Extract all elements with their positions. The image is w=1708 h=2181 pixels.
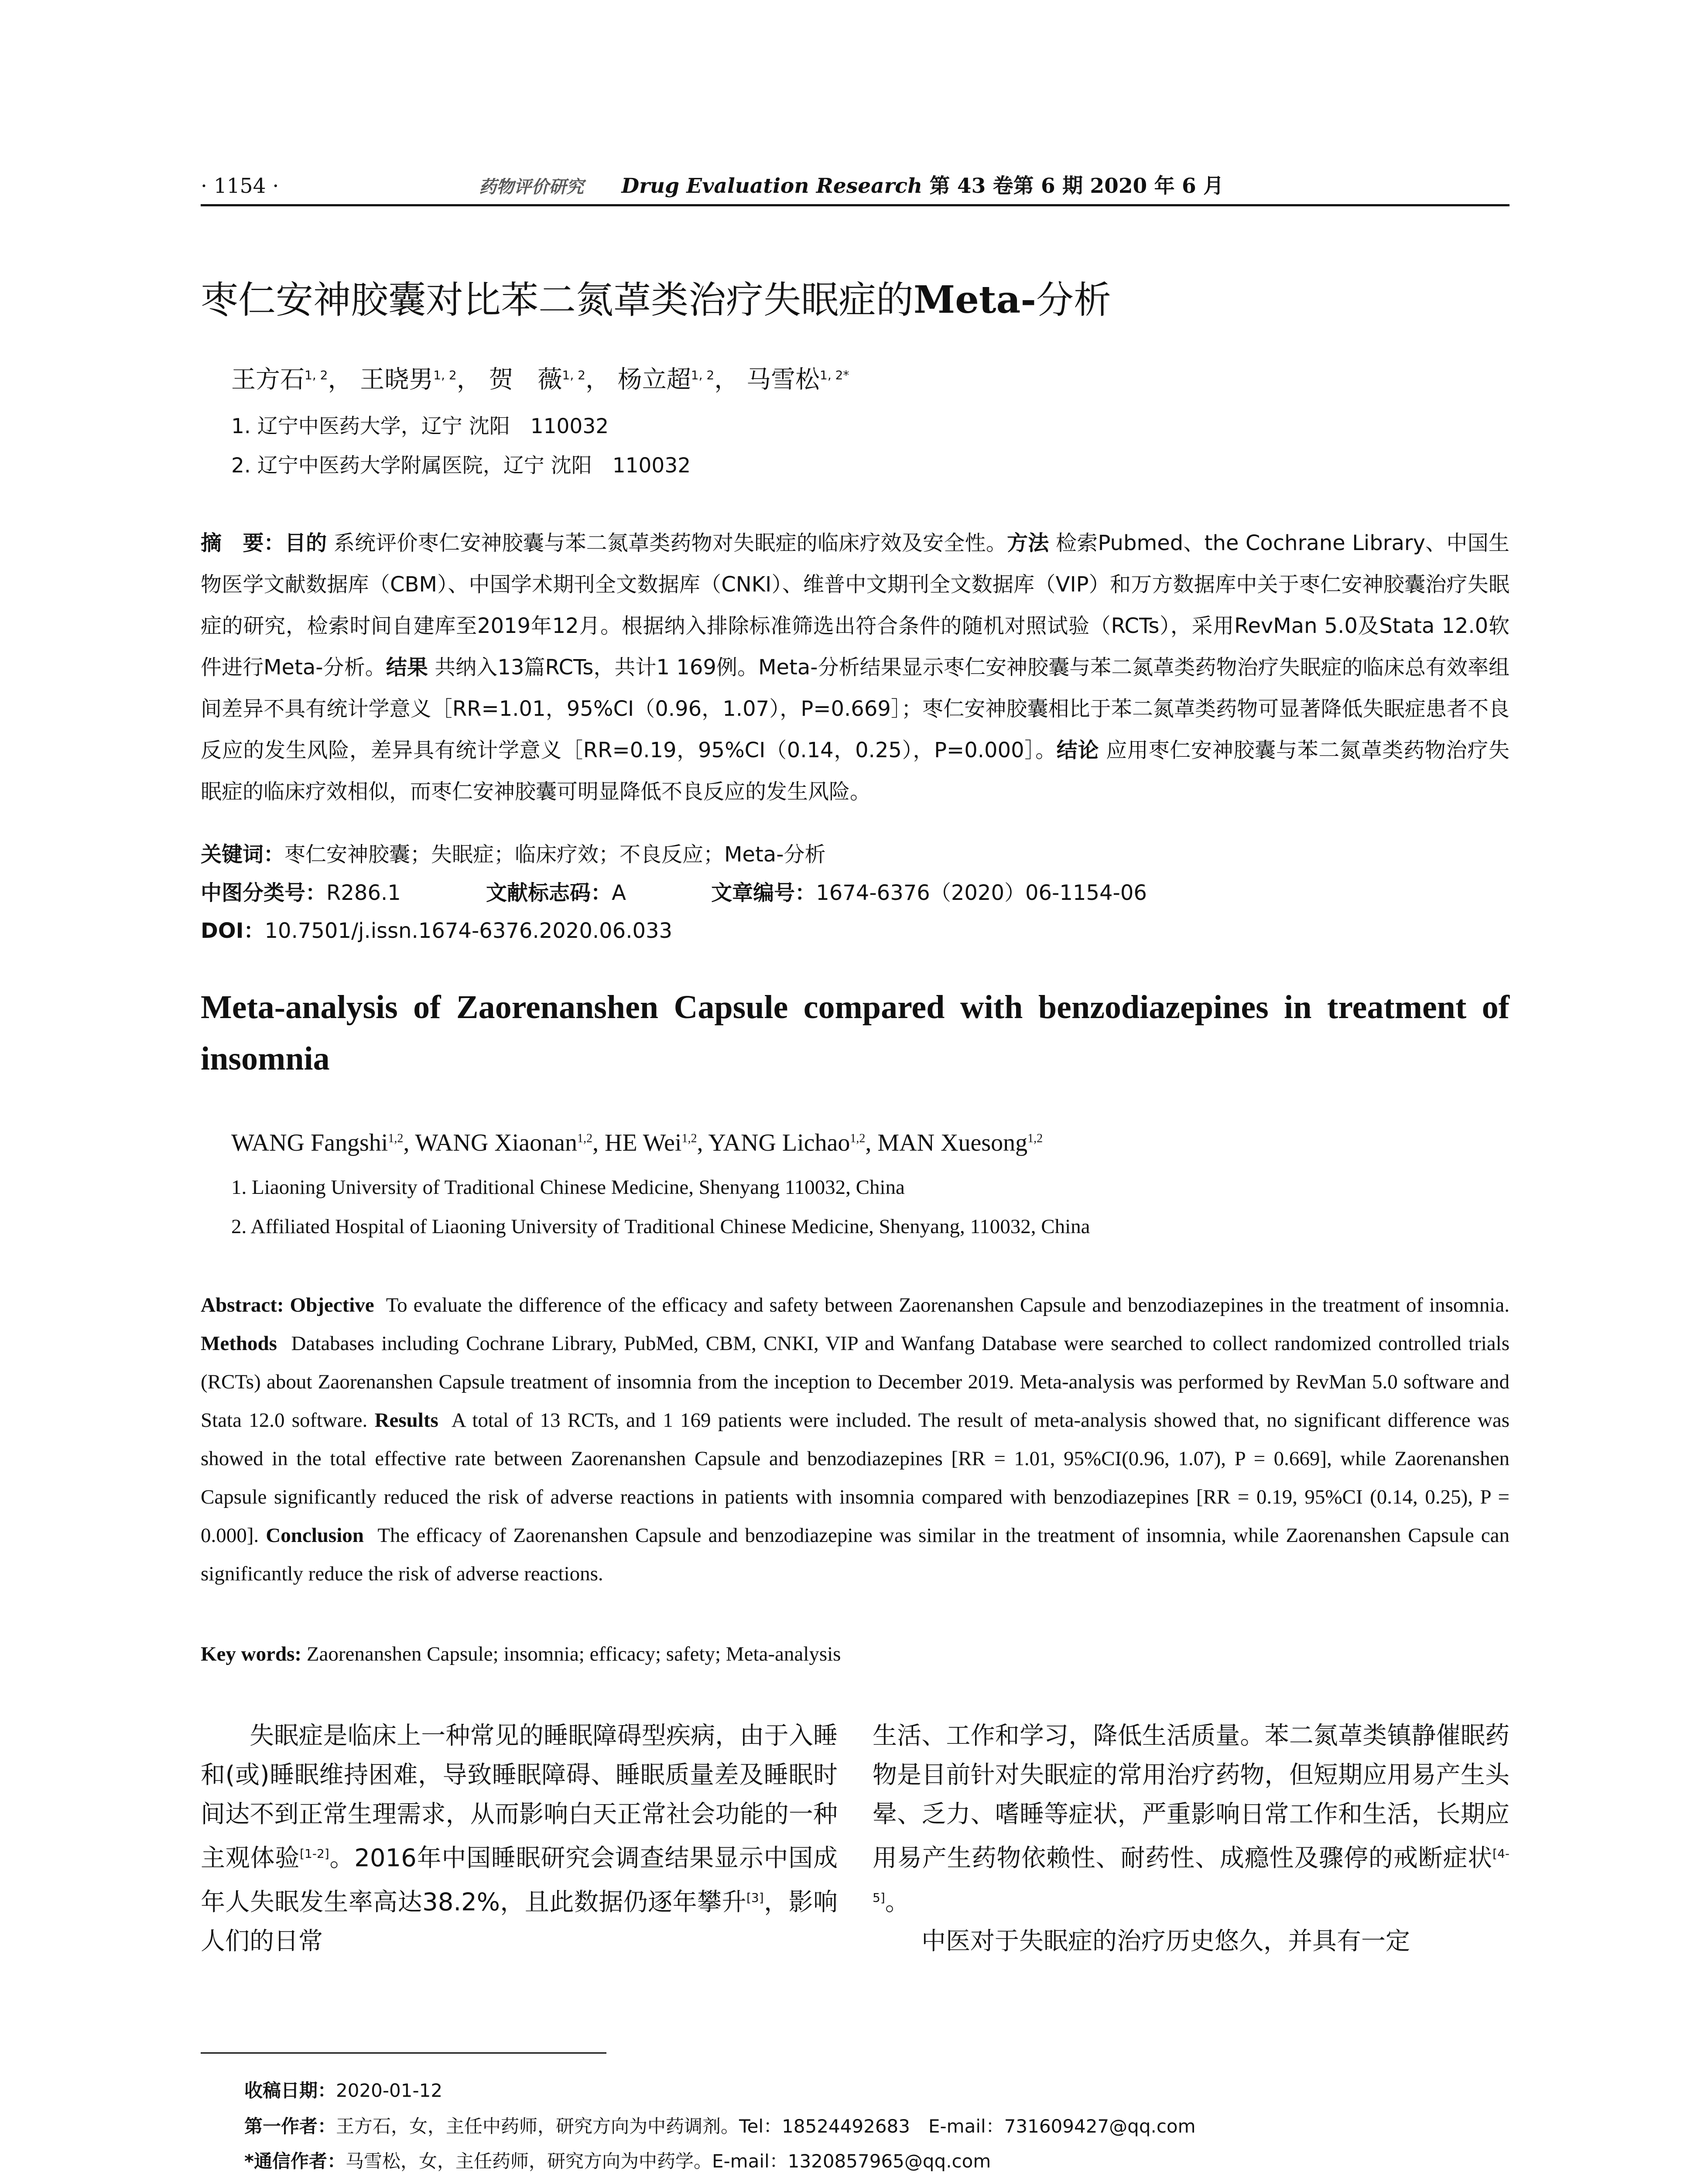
authors-cn: 王方石$^{1, 2}$， 王晓男$^{1, 2}$， 贺 薇$^{1, 2}$， 杨立超$^{1, 2}$， 马雪松$^{1, 2*}$ — [231, 366, 849, 394]
objective-label: 目的 — [284, 531, 327, 555]
conclusion-en-label: Conclusion — [266, 1524, 364, 1547]
keywords-cn — [201, 838, 826, 868]
body-text: 生活、工作和学习，降低生活质量。苯二氮䓬类镇静催眠药物是目前针对失眠症的常用治疗药物，但短期应用易产生头晕、乏力、嗜睡等症状，严重影响日常工作和生活，长期应用易产生药物依赖性、耐药性、成瘾性及骤停的戒断症状 — [873, 1722, 1509, 1873]
conclusion-label: 结论 — [1056, 738, 1099, 762]
author-cn: 王方石 — [231, 366, 305, 394]
body-paragraph — [873, 1716, 1509, 1922]
doc-value: A — [612, 881, 626, 905]
article-value: 1674-6376（2020）06-1154-06 — [816, 881, 1147, 905]
footnote-first-author — [244, 2112, 1196, 2138]
running-header — [479, 171, 1224, 202]
page-number: · 1154 · — [201, 174, 279, 198]
results-en-label: Results — [374, 1409, 438, 1432]
corresponding-label: *通信作者： — [244, 2150, 346, 2172]
author-cn: 马雪松 — [746, 366, 820, 394]
body-paragraph: 中医对于失眠症的治疗历史悠久，并具有一定 — [921, 1927, 1410, 1956]
first-author-label: 第一作者： — [244, 2116, 336, 2137]
footnote-rule — [201, 2052, 606, 2054]
author-cn: 贺 薇 — [489, 366, 562, 394]
body-column-left — [201, 1716, 838, 1961]
author-sup: 1,2 — [850, 1132, 866, 1145]
keywords-cn-text: 枣仁安神胶囊；失眠症；临床疗效；不良反应；Meta-分析 — [284, 842, 826, 867]
methods-label: 方法 — [1007, 531, 1049, 555]
footnote-received — [244, 2076, 442, 2102]
authors-en: WANG Fangshi$^{1,2}$, WANG Xiaonan$^{1,2}$, HE Wei$^{1,2}$, YANG Lichao$^{1,2}$, MAN Xuesong$^{1,2}$ — [231, 1129, 1043, 1156]
author-cn: 杨立超 — [617, 366, 691, 394]
objective-text: 系统评价枣仁安神胶囊与苯二氮䓬类药物对失眠症的临床疗效及安全性。 — [333, 531, 1007, 555]
abstract-en-label: Abstract: — [201, 1294, 284, 1316]
abstract-cn-label: 摘 要： — [201, 531, 285, 555]
title-cn-main: 枣仁安神胶囊对比苯二氮䓬类治疗失眠症的 — [201, 278, 914, 322]
first-author-text: 王方石，女，主任中药师，研究方向为中药调剂。Tel：18524492683 E-mail：731609427@qq.com — [336, 2116, 1196, 2137]
author-sup: 1, 2 — [433, 368, 457, 383]
author-sup: 1,2 — [1027, 1132, 1043, 1145]
affiliation-en-2: 2. Affiliated Hospital of Liaoning University of Traditional Chinese Medicine, Shenyang, 110032, China — [231, 1215, 1090, 1238]
keywords-en-text: Zaorenanshen Capsule; insomnia; efficacy; safety; Meta-analysis — [306, 1643, 841, 1665]
affiliation-en-1: 1. Liaoning University of Traditional Chinese Medicine, Shenyang 110032, China — [231, 1176, 905, 1199]
results-en-text: A total of 13 RCTs, and 1 169 patients were included. The result of meta-analysis showed that, no significant difference was showed in the total effective rate between Zaorenanshen Capsule and benzodiazepines [RR = 1.01, 95%CI(0.96, 1.07), P = 0.669], while Zaorenanshen Capsule significantly reduced the risk of adverse reactions in patients with insomnia compared with benzodiazepines [RR = 0.19, 95%CI (0.14, 0.25), P = 0.000]. — [201, 1409, 1509, 1547]
conclusion-en-text: The efficacy of Zaorenanshen Capsule and benzodiazepine was similar in the treatment of insomnia, while Zaorenanshen Capsule can significantly reduce the risk of adverse reactions. — [201, 1524, 1510, 1585]
doi-line — [201, 914, 672, 944]
author-sup: 1, 2 — [562, 368, 585, 383]
title-cn — [201, 270, 1111, 324]
conclusion-text: 应用枣仁安神胶囊与苯二氮䓬类药物治疗失眠症的临床疗效相似，而枣仁安神胶囊可明显降低不良反应的发生风险。 — [201, 738, 1509, 804]
corresponding-text: 马雪松，女，主任药师，研究方向为中药学。E-mail：1320857965@qq.com — [345, 2150, 991, 2172]
received-date: 2020-01-12 — [336, 2080, 443, 2101]
issue-info: 第 43 卷第 6 期 2020 年 6 月 — [929, 174, 1224, 198]
footnote-corresponding — [244, 2147, 991, 2173]
author-en: WANG Xiaonan — [415, 1129, 578, 1156]
title-en: Meta-analysis of Zaorenanshen Capsule compared with benzodiazepines in treatment of insomnia — [201, 989, 1509, 1077]
results-text: 共纳入13篇RCTs，共计1 169例。Meta-分析结果显示枣仁安神胶囊与苯二氮䓬类药物治疗失眠症的临床总有效率组间差异不具有统计学意义［RR=1.01，95%CI（0.96，1.07），P=0.669］；枣仁安神胶囊相比于苯二氮䓬类药物可显著降低失眠症患者不良反应的发生风险，差异具有统计学意义［RR=0.19，95%CI（0.14，0.25），P=0.000］。 — [201, 655, 1509, 762]
body-text: ，影响人们的日常 — [201, 1888, 838, 1956]
keywords-en — [201, 1642, 841, 1666]
methods-en-label: Methods — [201, 1332, 277, 1355]
doi-value[interactable]: 10.7501/j.issn.1674-6376.2020.06.033 — [264, 919, 673, 943]
received-label: 收稿日期： — [244, 2080, 336, 2101]
author-en: WANG Fangshi — [231, 1129, 388, 1156]
body-column-right — [873, 1716, 1509, 1961]
objective-en-label: Objective — [290, 1294, 374, 1316]
journal-logo: 药物评价研究 — [479, 177, 584, 197]
affiliation-cn-1: 1. 辽宁中医药大学，辽宁 沈阳 110032 — [231, 414, 609, 438]
title-cn-meta: Meta- — [914, 278, 1037, 322]
author-sup: 1,2 — [681, 1132, 697, 1145]
methods-en-text: Databases including Cochrane Library, PubMed, CBM, CNKI, VIP and Wanfang Database were searched to collect randomized controlled trials (RCTs) about Zaorenanshen Capsule treatment of insomnia from the inception to December 2019. Meta-analysis was performed by RevMan 5.0 software and Stata 12.0 software. — [201, 1332, 1510, 1432]
author-sup: 1, 2* — [820, 368, 849, 383]
author-sup: 1, 2 — [305, 368, 328, 383]
citation[interactable]: [4-5] — [873, 1846, 1509, 1905]
header-rule — [201, 204, 1509, 206]
clc-label: 中图分类号： — [201, 881, 327, 905]
journal-name: Drug Evaluation Research — [621, 174, 923, 198]
abstract-en — [201, 1286, 1509, 1593]
doi-label: DOI： — [201, 919, 265, 943]
citation[interactable]: [3] — [746, 1890, 764, 1905]
body-text: 。2016年中国睡眠研究会调查结果显示中国成年人失眠发生率高达38.2%，且此数据仍逐年攀升 — [201, 1844, 838, 1917]
classification-line — [201, 876, 1147, 906]
clc-value: R286.1 — [326, 881, 401, 905]
citation[interactable]: [1-2] — [300, 1846, 329, 1861]
author-cn: 王晓男 — [360, 366, 434, 394]
methods-text: 检索Pubmed、the Cochrane Library、中国生物医学文献数据库（CBM）、中国学术期刊全文数据库（CNKI）、维普中文期刊全文数据库（VIP）和万方数据库中关于枣仁安神胶囊治疗失眠症的研究，检索时间自建库至2019年12月。根据纳入排除标准筛选出符合条件的随机对照试验（RCTs），采用RevMan 5.0及Stata 12.0软件进行Meta-分析。 — [201, 531, 1509, 680]
author-en: MAN Xuesong — [877, 1129, 1028, 1156]
author-sup: 1,2 — [388, 1132, 404, 1145]
author-sup: 1, 2 — [691, 368, 715, 383]
body-paragraph — [201, 1716, 838, 1961]
keywords-en-label: Key words: — [201, 1643, 302, 1665]
body-text: 失眠症是临床上一种常见的睡眠障碍型疾病，由于入睡和(或)睡眠维持困难，导致睡眠障碍、睡眠质量差及睡眠时间达不到正常生理需求，从而影响白天正常社会功能的一种主观体验 — [201, 1722, 838, 1873]
objective-en-text: To evaluate the difference of the efficacy and safety between Zaorenanshen Capsule and benzodiazepines in the treatment of insomnia. — [386, 1294, 1510, 1316]
author-en: YANG Lichao — [708, 1129, 850, 1156]
article-label: 文章编号： — [711, 881, 816, 905]
doc-label: 文献标志码： — [486, 881, 612, 905]
author-en: HE Wei — [605, 1129, 682, 1156]
affiliation-cn-2: 2. 辽宁中医药大学附属医院，辽宁 沈阳 110032 — [231, 454, 691, 478]
abstract-cn — [201, 523, 1509, 813]
title-cn-end: 分析 — [1036, 278, 1112, 322]
body-text: 。 — [885, 1888, 910, 1917]
keywords-cn-label: 关键词： — [201, 842, 285, 867]
results-label: 结果 — [386, 655, 428, 680]
author-sup: 1,2 — [577, 1132, 593, 1145]
